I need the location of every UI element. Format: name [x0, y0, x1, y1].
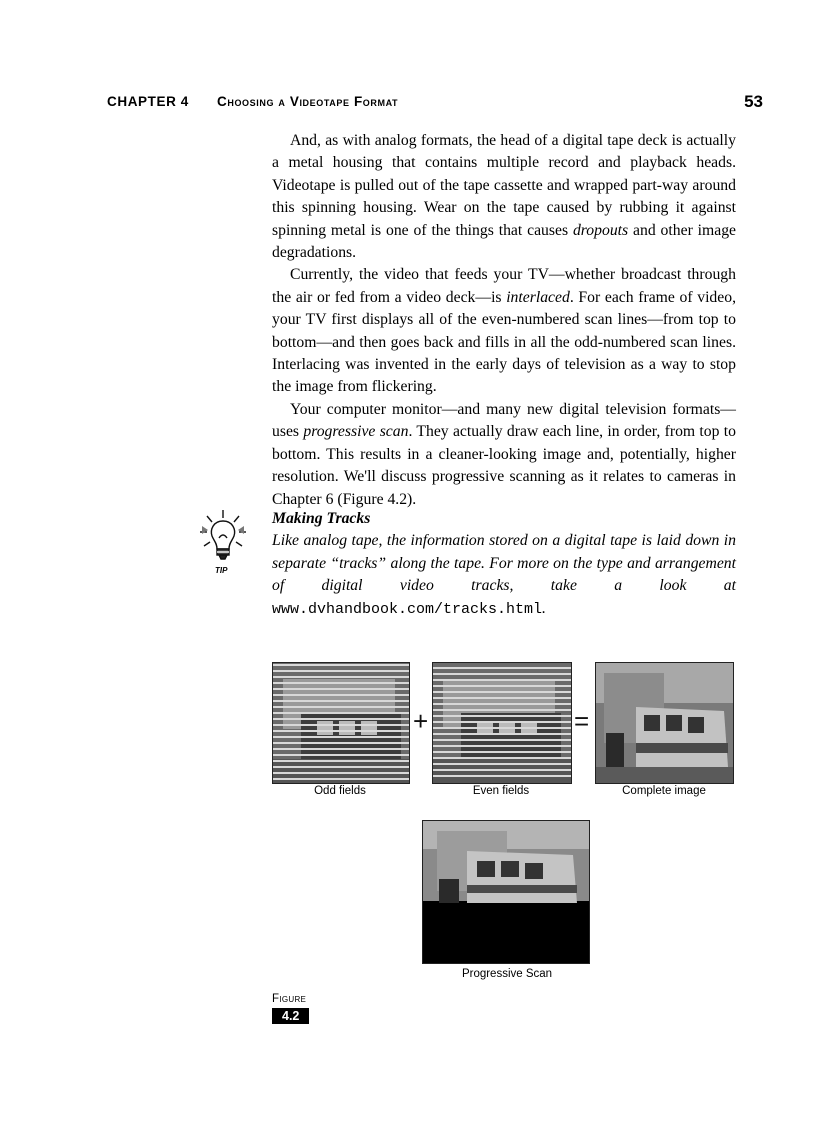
chapter-label: CHAPTER 4 [107, 94, 189, 109]
equals-sign: = [574, 706, 590, 736]
paragraph-heads: And, as with analog formats, the head of a digital tape deck is actually a metal housing that contains multiple record and playback heads. Videotape is pulled out of the tape cassette and wrapped part-way around this spinning housing. Wear on the tape caused by rubbing it against spinning metal is one of the things that causes dropouts and other image degradations. [272, 132, 736, 262]
even-fields-image [432, 662, 572, 784]
tip-url: www.dvhandbook.com/tracks.html [272, 600, 543, 618]
lightbulb-icon [198, 508, 248, 586]
chapter-title: Choosing a Videotape Format [217, 94, 399, 109]
plus-sign: + [413, 706, 429, 736]
page-number: 53 [744, 92, 763, 111]
tip-box: Making Tracks Like analog tape, the information stored on a digital tape is laid down in separate “tracks” along the tape. For more on the type and arrangement of digital video tracks, take a look at www.dvhandbook.com/tracks.html. [272, 510, 736, 618]
caption-even-fields: Even fields [472, 785, 530, 797]
caption-odd-fields: Odd fields [314, 785, 366, 797]
figure-number: 4.2 [272, 1008, 309, 1024]
body-text [272, 130, 736, 511]
progressive-scan-image [422, 820, 590, 964]
paragraph-interlaced: Currently, the video that feeds your TV—whether broadcast through the air or fed from a video deck—is interlaced. For each frame of video, your TV first displays all of the even-numbered scan lines—from top to bottom—and then goes back and fills in all the odd-numbered scan lines. Interlacing was invented in the early days of television as a way to stop the image from flickering. [272, 266, 736, 396]
caption-complete-image: Complete image [622, 785, 706, 797]
tip-title: Making Tracks [272, 510, 371, 527]
paragraph-progressive: Your computer monitor—and many new digital television formats—uses progressive scan. They actually draw each line, in order, from top to bottom. This results in a cleaner-looking image and, potentially, higher resolution. We'll discuss progressive scanning as it relates to cameras in Chapter 6 (Figure 4.2). [272, 400, 736, 508]
tip-text: Like analog tape, the information stored on a digital tape is laid down in separate “tracks” along the tape. For more on the type and arrangement of digital video tracks, take a look at [272, 532, 736, 595]
complete-image [595, 662, 734, 784]
tip-icon-label: TIP [215, 566, 228, 575]
caption-progressive-scan: Progressive Scan [461, 968, 553, 980]
running-head [107, 92, 763, 114]
odd-fields-image [272, 662, 410, 784]
figure-word: Figure [272, 993, 307, 1005]
figure-label [272, 993, 309, 1025]
